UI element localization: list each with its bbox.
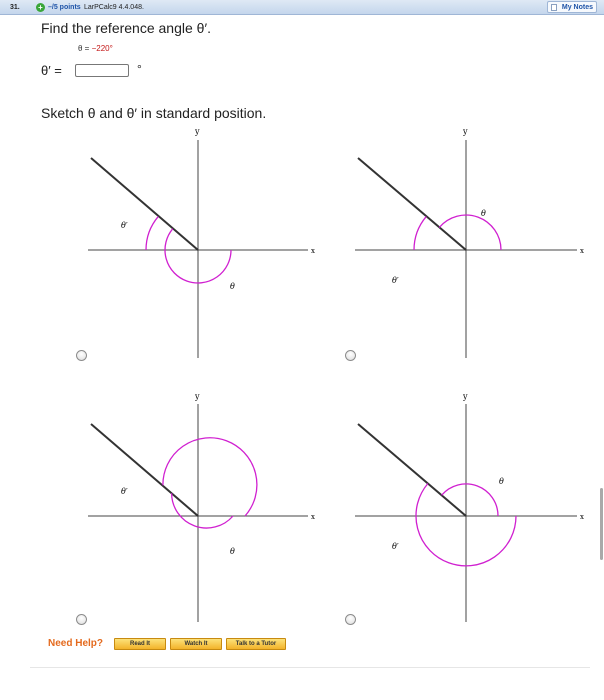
y-label: y xyxy=(463,392,468,401)
x-label: x xyxy=(580,247,584,255)
theta-prime-label: θ′ xyxy=(392,542,399,551)
sketch-prompt: Sketch θ and θ′ in standard position. xyxy=(41,105,267,121)
theta-label: θ xyxy=(230,282,235,291)
read-it-button[interactable]: Read It xyxy=(114,638,166,650)
answer-label: θ′ = xyxy=(41,63,62,78)
y-label: y xyxy=(195,127,200,136)
theta-prime-label: θ′ xyxy=(121,221,128,230)
my-notes-label: My Notes xyxy=(561,4,593,11)
source-label: LarPCalc9 4.4.048. xyxy=(84,4,144,11)
y-label: y xyxy=(463,127,468,136)
theta-prime-arc xyxy=(172,493,233,528)
talk-to-tutor-button[interactable]: Talk to a Tutor xyxy=(226,638,286,650)
terminal-side xyxy=(358,158,466,250)
option-c-radio[interactable] xyxy=(76,614,87,625)
degree-unit: ° xyxy=(137,62,142,76)
need-help-label: Need Help? xyxy=(48,638,104,649)
watch-it-button[interactable]: Watch It xyxy=(170,638,222,650)
y-label: y xyxy=(195,392,200,401)
divider xyxy=(30,667,590,668)
terminal-side xyxy=(358,424,466,516)
theta-prime-label: θ′ xyxy=(392,276,399,285)
theta-arc xyxy=(163,438,257,516)
question-number: 31. xyxy=(10,4,20,11)
graph-option-a xyxy=(88,127,315,358)
given-label: θ = xyxy=(78,44,92,53)
theta-arc xyxy=(439,215,501,250)
plus-icon[interactable]: + xyxy=(36,3,45,12)
question-prompt: Find the reference angle θ′. xyxy=(41,20,211,36)
terminal-side xyxy=(91,158,198,250)
theta-label: θ xyxy=(230,547,235,556)
option-a-radio[interactable] xyxy=(76,350,87,361)
graph-option-b xyxy=(355,127,584,358)
theta-label: θ xyxy=(499,477,504,486)
scrollbar[interactable] xyxy=(600,488,603,560)
points-label: –/5 points xyxy=(48,4,81,11)
theta-prime-arc xyxy=(146,217,158,250)
theta-prime-label: θ′ xyxy=(121,487,128,496)
terminal-side xyxy=(91,424,198,516)
option-d-radio[interactable] xyxy=(345,614,356,625)
option-b-radio[interactable] xyxy=(345,350,356,361)
theta-prime-arc xyxy=(414,217,426,250)
x-label: x xyxy=(311,247,315,255)
theta-prime-arc xyxy=(442,484,498,516)
graph-option-d xyxy=(355,392,584,622)
x-label: x xyxy=(580,513,584,521)
theta-label: θ xyxy=(481,209,486,218)
x-label: x xyxy=(311,513,315,521)
given-value: −220° xyxy=(91,44,113,53)
graph-option-c xyxy=(88,392,315,622)
